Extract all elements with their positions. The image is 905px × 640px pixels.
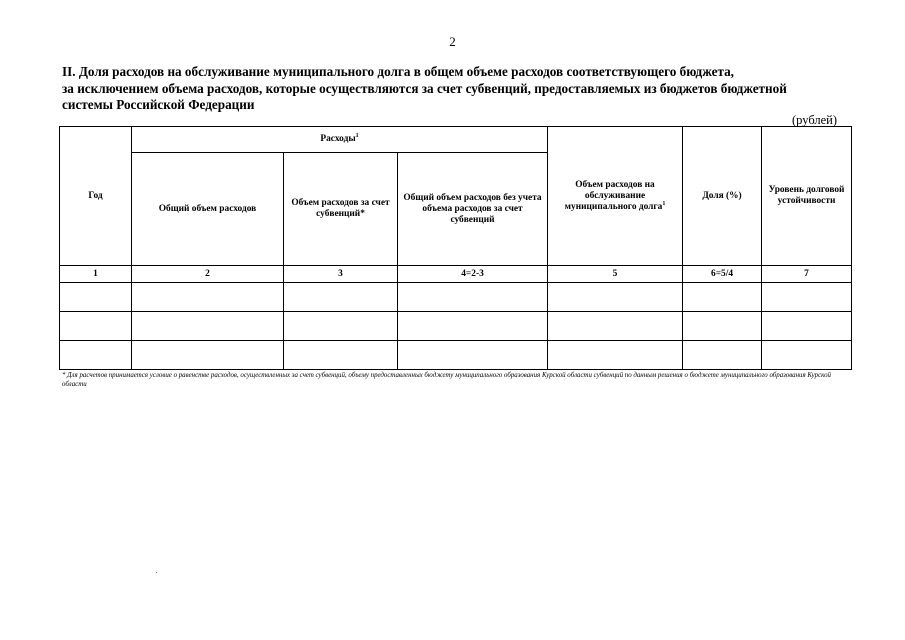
table-cell (60, 312, 132, 341)
table-cell (683, 312, 762, 341)
scan-speck (156, 572, 157, 573)
column-numbers-row (60, 266, 852, 283)
column-number: 1 (60, 266, 132, 283)
table-row (60, 312, 852, 341)
column-number: 2 (132, 266, 284, 283)
header-subvention-expenses: Объем расходов за счет субвенций* (284, 153, 398, 266)
table-cell (132, 341, 284, 370)
table-cell (683, 341, 762, 370)
header-expenses-group (132, 127, 548, 153)
header-share: Доля (%) (683, 127, 762, 266)
table-cell (60, 341, 132, 370)
table-cell (548, 283, 683, 312)
column-number: 5 (548, 266, 683, 283)
section-title-line: системы Российской Федерации (62, 97, 255, 112)
page-number: 2 (449, 34, 456, 49)
table-cell (548, 312, 683, 341)
footnote: * Для расчетов принимается условие о равенстве расходов, осуществленных за счет субвенций, объему предоставленных бюджету муниципального образования Курской области субвенций по данным решения о бюджете муниципального образования Курской области (62, 372, 831, 388)
column-number: 3 (284, 266, 398, 283)
footnote-mark: 1 (662, 200, 666, 207)
table-cell (132, 312, 284, 341)
debt-share-table (59, 126, 852, 370)
header-expenses-group-label: Расходы (320, 134, 356, 144)
table-cell (762, 283, 852, 312)
table-cell (284, 283, 398, 312)
header-debt-service-expenses (548, 127, 683, 266)
table-cell (548, 341, 683, 370)
table-cell (284, 341, 398, 370)
section-title-line: II. Доля расходов на обслуживание муниципального долга в общем объеме расходов соответствующего бюджета, (62, 64, 734, 79)
table-cell (398, 312, 548, 341)
footnote-mark: 1 (355, 132, 359, 139)
table-cell (132, 283, 284, 312)
column-number: 4=2-3 (398, 266, 548, 283)
column-number: 6=5/4 (683, 266, 762, 283)
units-label: (рублей) (792, 113, 838, 127)
table-cell (398, 341, 548, 370)
table-cell (683, 283, 762, 312)
column-number: 7 (762, 266, 852, 283)
header-row (60, 127, 852, 153)
table-row (60, 283, 852, 312)
header-total-expenses: Общий объем расходов (132, 153, 284, 266)
section-title (62, 64, 852, 114)
header-debt-service-label: Объем расходов на обслуживание муниципального долга (564, 179, 663, 212)
table-cell (762, 312, 852, 341)
header-sustainability-level: Уровень долговой устойчивости (762, 127, 852, 266)
table-cell (284, 312, 398, 341)
header-expenses-excluding-subventions: Общий объем расходов без учета объема расходов за счет субвенций (398, 153, 548, 266)
table-cell (398, 283, 548, 312)
table-cell (762, 341, 852, 370)
header-year: Год (60, 127, 132, 266)
section-title-line: за исключением объема расходов, которые осуществляются за счет субвенций, предоставляемых из бюджетов бюджетной (62, 80, 787, 96)
table-cell (60, 283, 132, 312)
table-row (60, 341, 852, 370)
